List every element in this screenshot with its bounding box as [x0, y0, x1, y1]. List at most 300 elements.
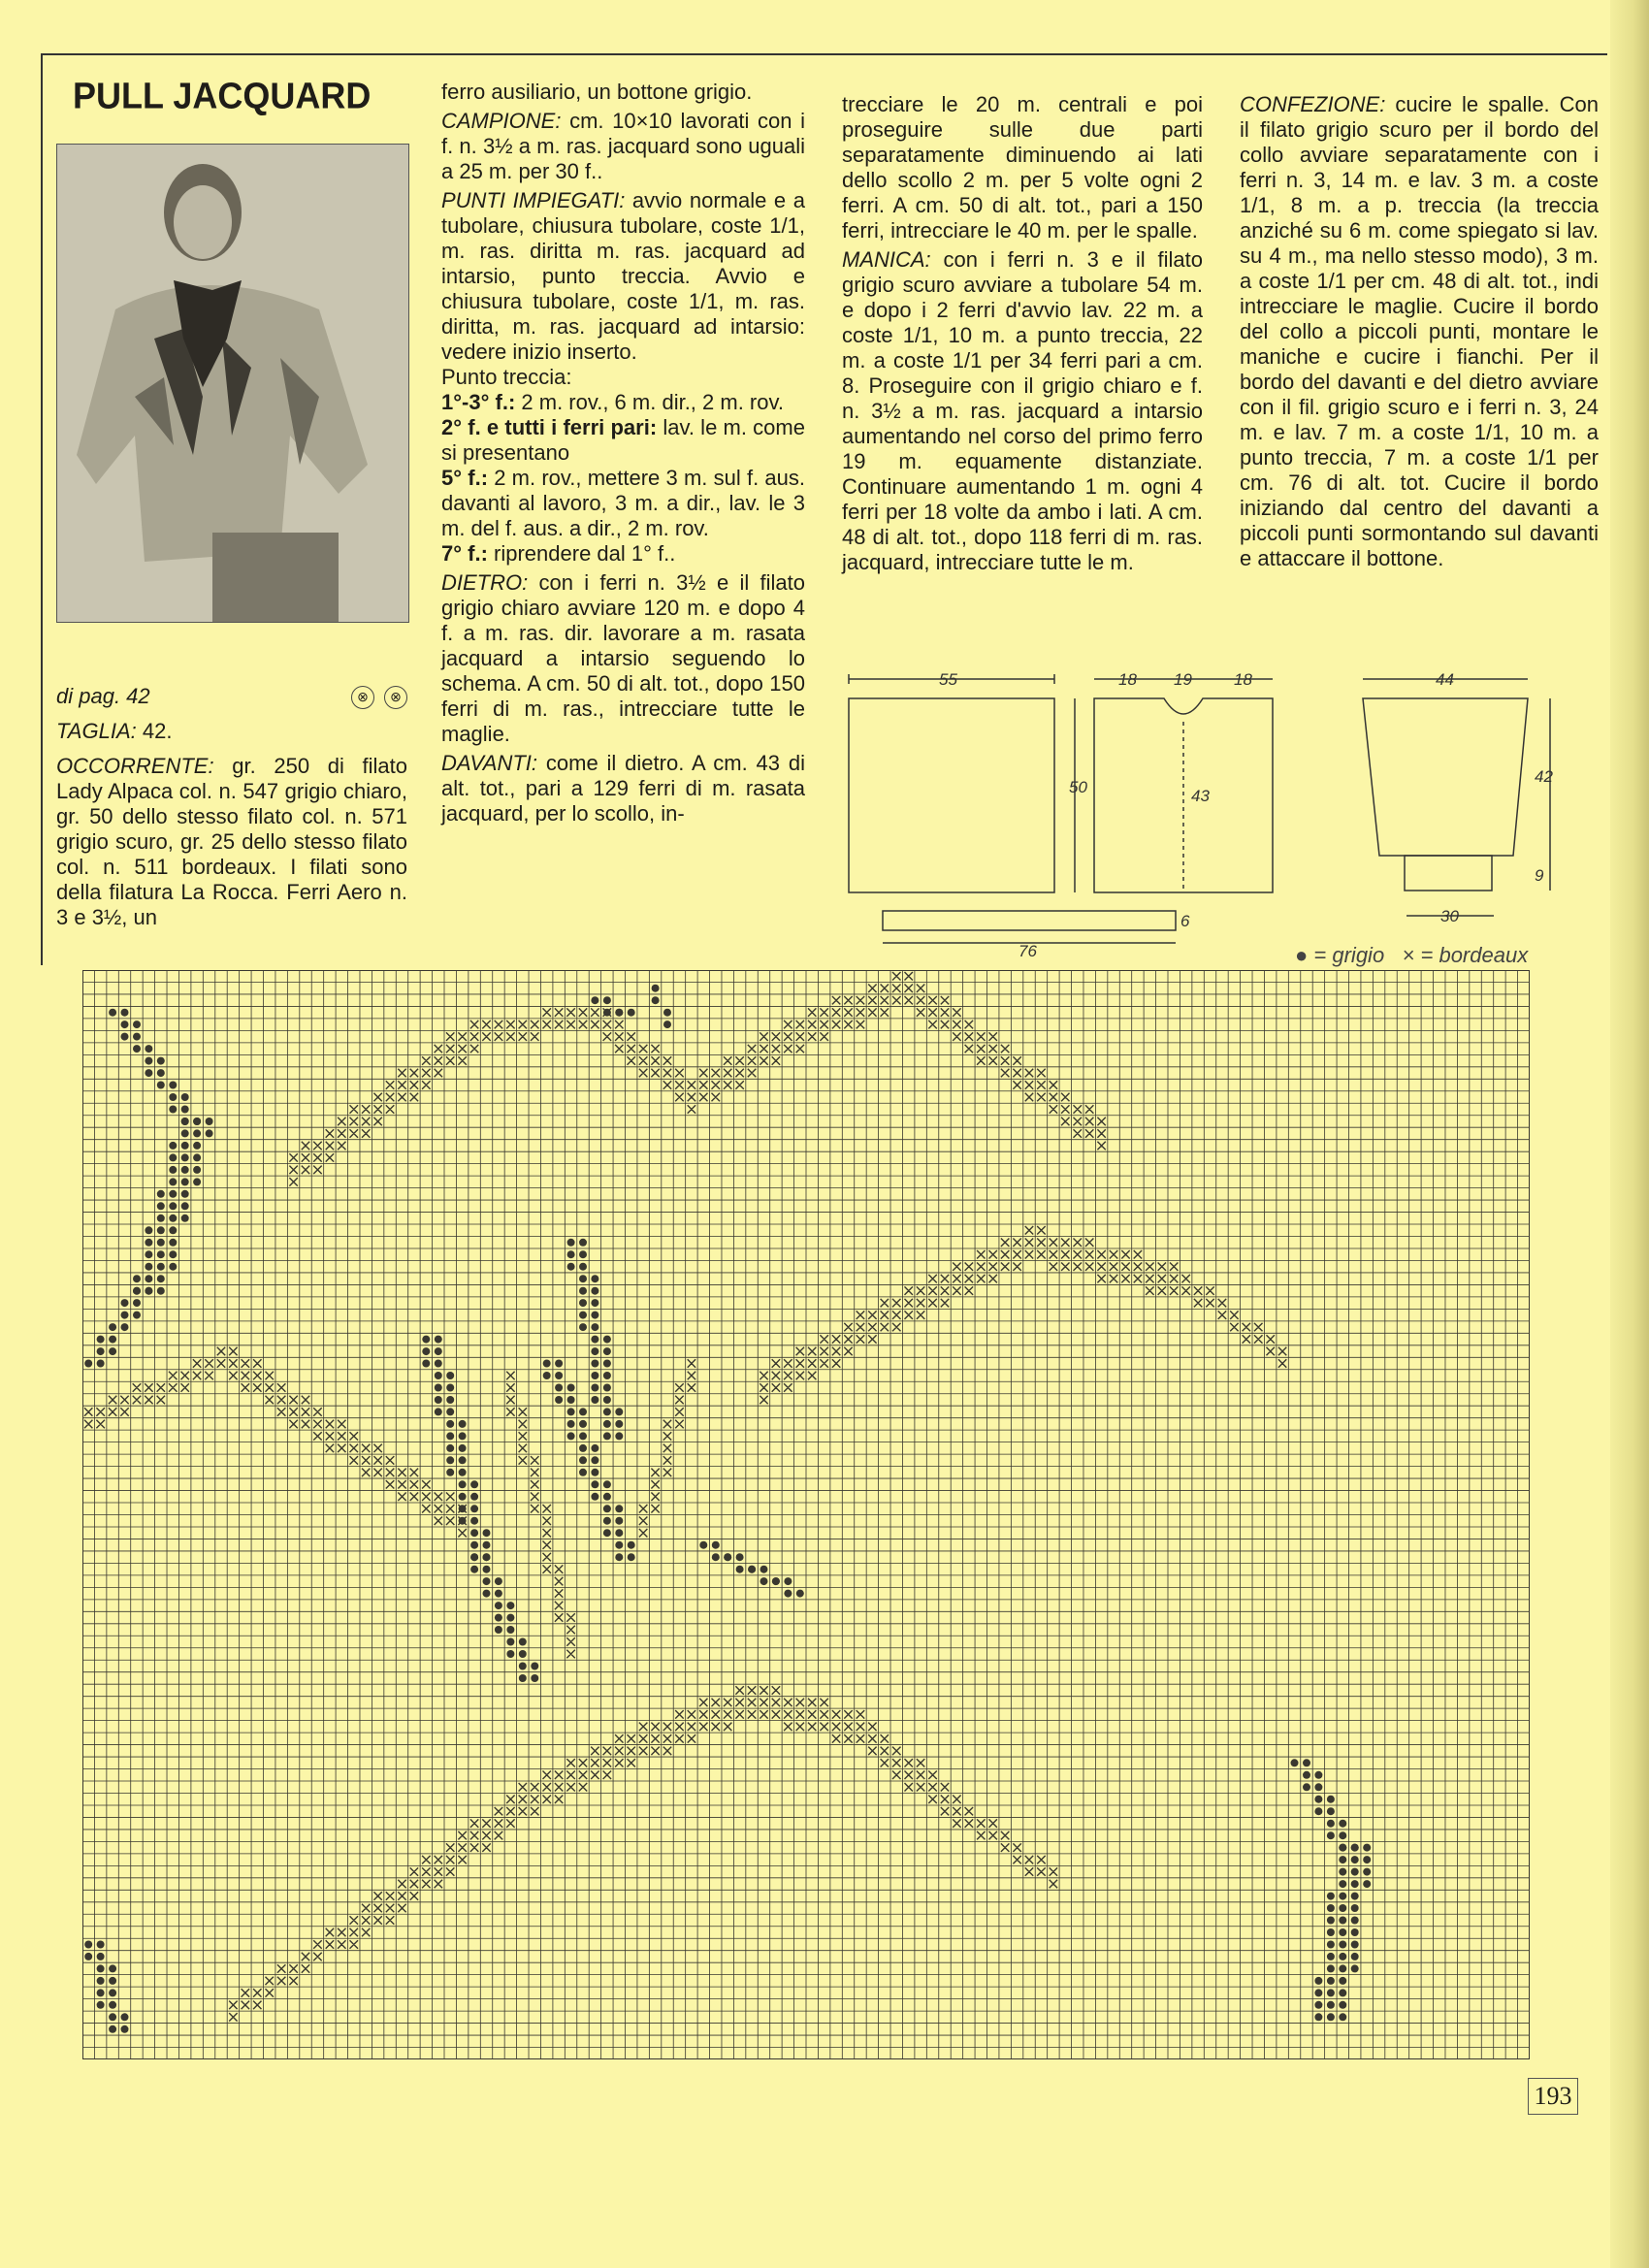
dot-stitch	[97, 1347, 105, 1355]
dot-stitch	[591, 1347, 598, 1355]
dot-stitch	[157, 1250, 165, 1258]
dot-stitch	[169, 1190, 177, 1198]
dot-stitch	[603, 1336, 611, 1344]
dot-stitch	[109, 1977, 116, 1985]
dot-stitch	[1351, 1868, 1359, 1876]
dot-stitch	[109, 1347, 116, 1355]
dot-stitch	[446, 1469, 454, 1476]
dot-stitch	[145, 1275, 152, 1282]
dot-stitch	[591, 1336, 598, 1344]
dot-stitch	[579, 1312, 587, 1319]
dot-stitch	[663, 1021, 671, 1028]
dot-stitch	[748, 1566, 756, 1573]
dot-stitch	[121, 1323, 129, 1331]
dot-stitch	[1327, 1989, 1335, 1996]
dot-stitch	[567, 1408, 575, 1415]
dot-stitch	[603, 1420, 611, 1428]
dot-stitch	[1339, 1989, 1346, 1996]
dot-stitch	[567, 1420, 575, 1428]
dot-stitch	[109, 2001, 116, 2009]
dot-stitch	[1327, 1928, 1335, 1936]
dot-stitch	[1351, 1844, 1359, 1852]
dot-stitch	[615, 1529, 623, 1537]
dot-stitch	[1314, 1989, 1322, 1996]
dot-stitch	[459, 1456, 467, 1464]
dot-stitch	[591, 1396, 598, 1404]
model-photo	[56, 144, 409, 623]
dot-stitch	[169, 1215, 177, 1222]
band-height-label: 6	[1180, 912, 1190, 930]
dot-stitch	[109, 1989, 116, 1996]
jacquard-chart	[82, 970, 1530, 2059]
dot-stitch	[483, 1577, 491, 1585]
row1-text: 2 m. rov., 6 m. dir., 2 m. rov.	[515, 390, 784, 414]
dietro-text: con i ferri n. 3½ e il filato grigio chiaro avviare 120 m. e dopo 4 f. a m. ras. dir. lavorare a m. rasata jacquard a intarsio seguendo lo schema. A cm. 50 di alt. tot., dopo 150 ferri di m. ras., intrecciare tutte le maglie.	[441, 570, 805, 746]
dot-stitch	[193, 1129, 201, 1137]
row2-text: lav. le m. come si presentano	[441, 415, 805, 465]
dot-stitch	[1327, 1953, 1335, 1960]
dot-stitch	[579, 1275, 587, 1282]
dot-stitch	[699, 1541, 707, 1549]
dot-stitch	[615, 1432, 623, 1440]
dot-stitch	[84, 1941, 92, 1949]
dot-stitch	[652, 996, 660, 1004]
dot-stitch	[459, 1480, 467, 1488]
dot-stitch	[181, 1178, 189, 1185]
dot-stitch	[495, 1602, 502, 1609]
dot-stitch	[157, 1202, 165, 1210]
dot-stitch	[1327, 1964, 1335, 1972]
dot-stitch	[615, 1009, 623, 1017]
dot-stitch	[157, 1082, 165, 1089]
row2-label: 2° f. e tutti i ferri pari:	[441, 415, 658, 439]
dot-stitch	[97, 1360, 105, 1368]
dot-stitch	[772, 1577, 780, 1585]
cuff-width-label: 30	[1440, 907, 1459, 925]
frame-top-rule	[41, 53, 1607, 55]
dot-stitch	[543, 1372, 551, 1379]
dot-stitch	[628, 1009, 635, 1017]
dot-stitch	[446, 1420, 454, 1428]
dot-stitch	[121, 1021, 129, 1028]
dot-stitch	[193, 1142, 201, 1150]
dot-stitch	[615, 1541, 623, 1549]
dot-stitch	[181, 1142, 189, 1150]
page-number: 193	[1528, 2078, 1578, 2115]
dot-stitch	[591, 996, 598, 1004]
dot-stitch	[603, 1396, 611, 1404]
dot-stitch	[435, 1408, 442, 1415]
dot-stitch	[109, 2013, 116, 2021]
dot-label: = grigio	[1308, 943, 1385, 967]
height-label: 50	[1069, 778, 1087, 796]
dot-stitch	[470, 1480, 478, 1488]
text-column-2	[441, 80, 805, 830]
dot-stitch	[181, 1118, 189, 1125]
front-right-label: 18	[1234, 670, 1252, 689]
manica-label: MANICA:	[842, 247, 931, 272]
dot-stitch	[591, 1384, 598, 1392]
dot-stitch	[483, 1566, 491, 1573]
dot-stitch	[1339, 1904, 1346, 1912]
dot-stitch	[1351, 1941, 1359, 1949]
dot-stitch	[579, 1287, 587, 1295]
dot-stitch	[169, 1226, 177, 1234]
dot-stitch	[121, 1009, 129, 1017]
dot-stitch	[506, 1626, 514, 1634]
dot-stitch	[446, 1456, 454, 1464]
dot-stitch	[615, 1553, 623, 1561]
dot-stitch	[145, 1239, 152, 1247]
occorrente-label: OCCORRENTE:	[56, 754, 214, 778]
dot-stitch	[1327, 2001, 1335, 2009]
dot-stitch	[567, 1250, 575, 1258]
yarn-ball-icon: ⊗	[351, 686, 374, 709]
dot-stitch	[470, 1529, 478, 1537]
dot-stitch	[1314, 2001, 1322, 2009]
dot-stitch	[579, 1469, 587, 1476]
dot-stitch	[121, 1033, 129, 1041]
dot-stitch	[615, 1517, 623, 1525]
dot-stitch	[97, 1977, 105, 1985]
dot-stitch	[760, 1566, 768, 1573]
dot-stitch	[1363, 1880, 1371, 1888]
dot-stitch	[1327, 1831, 1335, 1839]
davanti-label: DAVANTI:	[441, 751, 538, 775]
dot-stitch	[1303, 1771, 1310, 1779]
dot-stitch	[446, 1432, 454, 1440]
dot-stitch	[1327, 1893, 1335, 1900]
dot-stitch	[603, 1493, 611, 1501]
dot-stitch	[206, 1118, 213, 1125]
dot-stitch	[483, 1590, 491, 1598]
dot-stitch	[663, 1009, 671, 1017]
dot-stitch	[1363, 1868, 1371, 1876]
schematic-drawing	[844, 662, 1610, 972]
dot-stitch	[615, 1505, 623, 1512]
dot-stitch	[169, 1263, 177, 1271]
dot-stitch	[760, 1577, 768, 1585]
confezione-text: cucire le spalle. Con il filato grigio scuro per il bordo del collo avviare separatamente con i ferri n. 3, 14 m. e lav. 3 m. a coste 1/1, 8 m. a p. treccia (la treccia anziché su 6 m. come spiegato si lav. su 4 m., ma nello stesso modo), 3 m. a coste 1/1 per cm. 48 di alt. tot., indi intrecciare le maglie. Cucire il bordo del collo a piccoli punti, montare le maniche e cucire i fianchi. Per il bordo del davanti e del dietro avviare con il fil. grigio scuro e i ferri n. 3, 24 m. e lav. 7 m. a coste 1/1, 10 m. a punto treccia, 7 m. a coste 1/1 per cm. 76 di alt. tot. Cucire il bordo iniziando dal centro del davanti a piccoli punti sormontando sul davanti e attaccare il bottone.	[1240, 92, 1599, 570]
neck-depth-label: 43	[1191, 787, 1210, 805]
dot-stitch	[506, 1650, 514, 1658]
dot-stitch	[603, 1432, 611, 1440]
punti-label: PUNTI IMPIEGATI:	[441, 188, 626, 212]
page-reference: di pag. 42	[56, 684, 150, 708]
dot-stitch	[169, 1166, 177, 1174]
dot-stitch	[591, 1299, 598, 1307]
dot-stitch	[1339, 1880, 1346, 1888]
cuff-height-label: 9	[1535, 866, 1544, 885]
dot-stitch	[133, 1045, 141, 1053]
dot-stitch	[579, 1420, 587, 1428]
dot-stitch	[169, 1153, 177, 1161]
dot-stitch	[591, 1493, 598, 1501]
dot-stitch	[579, 1432, 587, 1440]
dot-stitch	[133, 1275, 141, 1282]
dot-stitch	[459, 1420, 467, 1428]
dot-stitch	[543, 1360, 551, 1368]
campione-label: CAMPIONE:	[441, 109, 562, 133]
dot-stitch	[97, 1964, 105, 1972]
dot-stitch	[1327, 1941, 1335, 1949]
dot-stitch	[1327, 1917, 1335, 1925]
dot-stitch	[1339, 1856, 1346, 1863]
dot-stitch	[435, 1396, 442, 1404]
dot-stitch	[422, 1347, 430, 1355]
dot-stitch	[435, 1372, 442, 1379]
dot-stitch	[506, 1602, 514, 1609]
dot-stitch	[206, 1129, 213, 1137]
sleeve-height-label: 42	[1535, 767, 1553, 786]
dot-stitch	[1314, 1783, 1322, 1791]
dot-stitch	[1327, 1820, 1335, 1828]
dot-stitch	[459, 1493, 467, 1501]
dot-stitch	[603, 1408, 611, 1415]
page-spine-shadow	[1610, 0, 1649, 2268]
dot-stitch	[1339, 1820, 1346, 1828]
dot-stitch	[1351, 1880, 1359, 1888]
dot-stitch	[495, 1614, 502, 1622]
dot-stitch	[579, 1239, 587, 1247]
dot-stitch	[591, 1312, 598, 1319]
dot-stitch	[1339, 1928, 1346, 1936]
dot-stitch	[109, 1336, 116, 1344]
dot-stitch	[470, 1553, 478, 1561]
dot-stitch	[97, 2001, 105, 2009]
dot-stitch	[422, 1336, 430, 1344]
dot-stitch	[470, 1541, 478, 1549]
dot-stitch	[579, 1456, 587, 1464]
dot-stitch	[435, 1360, 442, 1368]
x-label: = bordeaux	[1414, 943, 1529, 967]
dot-stitch	[603, 1347, 611, 1355]
dot-stitch	[435, 1336, 442, 1344]
dot-stitch	[97, 1336, 105, 1344]
dot-stitch	[555, 1372, 563, 1379]
dot-stitch	[157, 1275, 165, 1282]
dot-stitch	[1339, 1893, 1346, 1900]
jacquard-grid	[82, 970, 1530, 2059]
dot-stitch	[1339, 1941, 1346, 1949]
dot-stitch	[591, 1480, 598, 1488]
dot-stitch	[169, 1093, 177, 1101]
dot-stitch	[555, 1384, 563, 1392]
dot-stitch	[736, 1553, 744, 1561]
cuff-piece	[1405, 856, 1492, 891]
dot-stitch	[435, 1384, 442, 1392]
dot-stitch	[181, 1106, 189, 1114]
manica-text: con i ferri n. 3 e il filato grigio scuro avviare a tubolare 54 m. e dopo i 2 ferri d'avvio lav. 22 m. a coste 1/1, 10 m. a punto treccia, 22 m. a coste 1/1 per 34 ferri pari a cm. 8. Proseguire con il grigio chiaro e f. n. 3½ a m. ras. jacquard a intarsio aumentando nel corso del primo ferro 19 m. equamente distanziate. Continuare aumentando 1 m. ogni 4 ferri per 18 volte da ambo i lati. A cm. 48 di alt. tot., dopo 118 ferri di m. ras. jacquard, intrecciare tutte le m.	[842, 247, 1203, 574]
dot-stitch	[109, 1323, 116, 1331]
garment-schematic	[844, 662, 1610, 972]
dot-stitch	[109, 2025, 116, 2033]
campione-text: cm. 10×10 lavorati con i f. n. 3½ a m. ras. jacquard sono uguali a 25 m. per 30 f..	[441, 109, 805, 183]
dot-stitch	[133, 1299, 141, 1307]
row5-text: 2 m. rov., mettere 3 m. sul f. aus. davanti al lavoro, 3 m. a dir., lav. le 3 m. del f. aus. a dir., 2 m. rov.	[441, 466, 805, 540]
band-length-label: 76	[1018, 942, 1037, 960]
dot-stitch	[470, 1493, 478, 1501]
dot-stitch	[1314, 1796, 1322, 1803]
dot-stitch	[519, 1650, 527, 1658]
taglia-value: 42.	[136, 719, 173, 743]
dot-stitch	[133, 1021, 141, 1028]
taglia-label: TAGLIA:	[56, 719, 137, 743]
dot-stitch	[169, 1142, 177, 1150]
row7-label: 7° f.:	[441, 541, 488, 566]
sleeve-piece	[1363, 698, 1528, 856]
dot-stitch	[1327, 1807, 1335, 1815]
davanti-text: come il dietro. A cm. 43 di alt. tot., pari a 129 ferri di m. rasata jacquard, per lo scollo, in-	[441, 751, 805, 826]
dot-stitch	[121, 2013, 129, 2021]
dot-stitch	[483, 1553, 491, 1561]
dot-stitch	[495, 1577, 502, 1585]
dot-stitch	[579, 1263, 587, 1271]
occorrente-text: gr. 250 di filato Lady Alpaca col. n. 547 grigio chiaro, gr. 50 dello stesso filato col. n. 571 grigio scuro, gr. 25 dello stesso filato col. n. 511 bordeaux. I filati sono della filatura La Rocca. Ferri Aero n. 3 e 3½, un	[56, 754, 407, 929]
left-info-column	[56, 684, 407, 940]
dot-stitch	[97, 1953, 105, 1960]
yarn-ball-icon: ⊗	[384, 686, 407, 709]
dot-stitch	[567, 1432, 575, 1440]
dot-stitch	[519, 1638, 527, 1646]
dot-stitch	[145, 1057, 152, 1065]
dot-stitch	[446, 1396, 454, 1404]
text-column-4	[1240, 92, 1599, 575]
dot-stitch	[145, 1250, 152, 1258]
dot-stitch	[470, 1505, 478, 1512]
dot-stitch	[459, 1432, 467, 1440]
dot-stitch	[483, 1541, 491, 1549]
dot-stitch	[531, 1674, 538, 1682]
dot-stitch	[1303, 1783, 1310, 1791]
dot-stitch	[181, 1166, 189, 1174]
dot-stitch	[1327, 1796, 1335, 1803]
dot-stitch	[603, 1529, 611, 1537]
dot-stitch	[579, 1250, 587, 1258]
row5-label: 5° f.:	[441, 466, 489, 490]
dot-stitch	[736, 1566, 744, 1573]
dot-stitch	[1339, 1831, 1346, 1839]
dot-stitch	[1339, 1844, 1346, 1852]
dot-stitch	[591, 1360, 598, 1368]
dot-stitch	[506, 1614, 514, 1622]
dot-stitch	[1314, 1771, 1322, 1779]
dot-stitch	[157, 1287, 165, 1295]
dot-stitch	[145, 1045, 152, 1053]
dot-stitch	[1339, 1953, 1346, 1960]
dot-symbol: ●	[1295, 943, 1309, 967]
dot-stitch	[133, 1312, 141, 1319]
dot-stitch	[133, 1287, 141, 1295]
dot-stitch	[1351, 1893, 1359, 1900]
dot-stitch	[591, 1456, 598, 1464]
dot-stitch	[157, 1190, 165, 1198]
dot-stitch	[495, 1590, 502, 1598]
dot-stitch	[145, 1263, 152, 1271]
dot-stitch	[169, 1082, 177, 1089]
dot-stitch	[603, 1505, 611, 1512]
dot-stitch	[579, 1408, 587, 1415]
dot-stitch	[470, 1566, 478, 1573]
dot-stitch	[157, 1069, 165, 1077]
dot-stitch	[157, 1263, 165, 1271]
dot-stitch	[133, 1033, 141, 1041]
dot-stitch	[628, 1541, 635, 1549]
dot-stitch	[169, 1178, 177, 1185]
dot-stitch	[422, 1360, 430, 1368]
dot-stitch	[181, 1190, 189, 1198]
back-piece	[849, 698, 1054, 892]
dot-stitch	[459, 1469, 467, 1476]
dot-stitch	[603, 1372, 611, 1379]
dot-stitch	[169, 1202, 177, 1210]
dot-stitch	[567, 1263, 575, 1271]
dot-stitch	[591, 1444, 598, 1452]
dot-stitch	[579, 1323, 587, 1331]
dot-stitch	[181, 1153, 189, 1161]
dot-stitch	[84, 1953, 92, 1960]
dot-stitch	[193, 1178, 201, 1185]
dot-stitch	[519, 1663, 527, 1670]
dot-stitch	[591, 1372, 598, 1379]
dot-stitch	[145, 1069, 152, 1077]
dot-stitch	[1339, 1917, 1346, 1925]
dot-stitch	[181, 1093, 189, 1101]
dot-stitch	[603, 1517, 611, 1525]
back-width-label: 55	[939, 670, 957, 689]
sleeve-top-label: 44	[1436, 670, 1454, 689]
dot-stitch	[446, 1372, 454, 1379]
dot-stitch	[459, 1444, 467, 1452]
dot-stitch	[555, 1360, 563, 1368]
dot-stitch	[181, 1202, 189, 1210]
dot-stitch	[157, 1226, 165, 1234]
dot-stitch	[591, 1275, 598, 1282]
dot-stitch	[1339, 1964, 1346, 1972]
dot-stitch	[652, 985, 660, 992]
dot-stitch	[591, 1287, 598, 1295]
dot-stitch	[712, 1553, 720, 1561]
dot-stitch	[1327, 1977, 1335, 1985]
dot-stitch	[628, 1553, 635, 1561]
dot-stitch	[97, 1941, 105, 1949]
dot-stitch	[495, 1626, 502, 1634]
dot-stitch	[615, 1408, 623, 1415]
dot-stitch	[193, 1118, 201, 1125]
col3-intro: trecciare le 20 m. centrali e poi proseguire sulle due parti separatamente diminuendo ai lati dello scollo 2 m. per 5 volte ogni 2 ferri. A cm. 50 di alt. tot., pari a 150 ferri, intrecciare le 40 m. per le spalle.	[842, 92, 1203, 243]
dot-stitch	[446, 1444, 454, 1452]
dot-stitch	[1351, 1953, 1359, 1960]
dot-stitch	[157, 1057, 165, 1065]
dot-stitch	[1351, 1928, 1359, 1936]
frame-left-rule	[41, 53, 43, 965]
dot-stitch	[181, 1129, 189, 1137]
dot-stitch	[603, 996, 611, 1004]
dot-stitch	[145, 1226, 152, 1234]
dot-stitch	[1314, 1977, 1322, 1985]
dot-stitch	[724, 1553, 731, 1561]
dot-stitch	[591, 1323, 598, 1331]
confezione-label: CONFEZIONE:	[1240, 92, 1386, 116]
dot-stitch	[446, 1384, 454, 1392]
dot-stitch	[567, 1239, 575, 1247]
punti-text: avvio normale e a tubolare, chiusura tubolare, coste 1/1, m. ras. diritta m. ras. jacquard ad intarsio, punto treccia. Avvio e chiusura tubolare, coste 1/1, m. ras. diritta, m. ras. jacquard ad intarsio: vedere inizio inserto.	[441, 188, 805, 364]
dot-stitch	[157, 1215, 165, 1222]
dot-stitch	[1327, 1904, 1335, 1912]
dot-stitch	[603, 1360, 611, 1368]
dot-stitch	[435, 1347, 442, 1355]
dot-stitch	[121, 1312, 129, 1319]
